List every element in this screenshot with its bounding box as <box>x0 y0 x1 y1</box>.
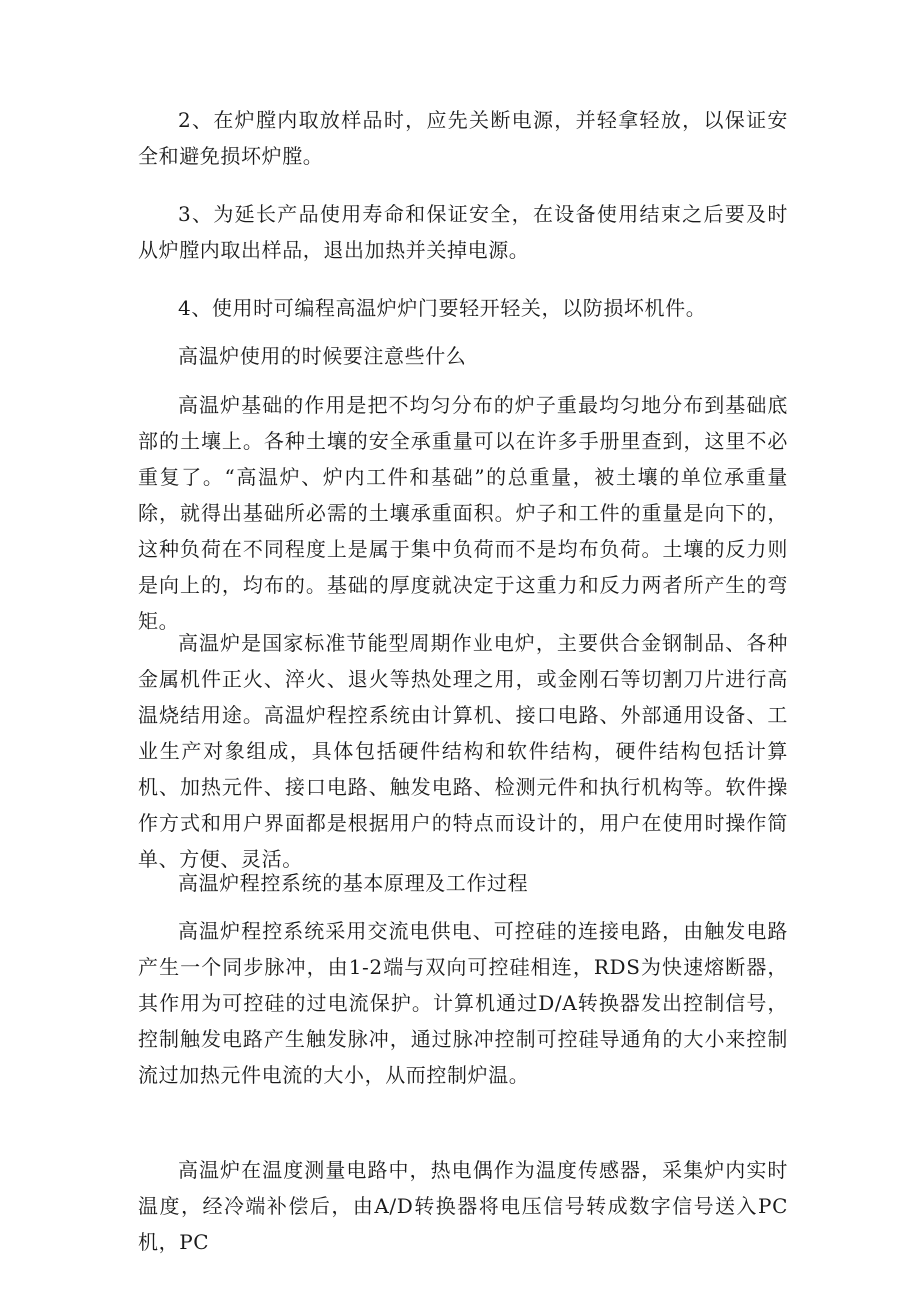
body-text <box>138 196 788 268</box>
paragraph-furnace-overview: 高温炉是国家标准节能型周期作业电炉，主要供合金钢制品、各种金属机件正火、淬火、退火等热处理之用，或金刚石等切割刀片进行高温烧结用途。高温炉程控系统由计算机、接口电路、外部通用设备、工业生产对象组成，具体包括硬件结构和软件结构，硬件结构包括计算机、加热元件、接口电路、触发电路、检测元件和执行机构等。软件操作方式和用户界面都是根据用户的特点而设计的，用户在使用时操作简单、方便、灵活。 <box>138 631 788 871</box>
body-text <box>138 625 788 877</box>
body-text <box>138 865 788 901</box>
paragraph-safety-4: 4、使用时可编程高温炉炉门要轻开轻关，以防损坏机件。 <box>178 296 707 320</box>
paragraph-safety-2: 2、在炉膛内取放样品时，应先关断电源，并轻拿轻放，以保证安全和避免损坏炉膛。 <box>138 108 788 168</box>
section-heading-control-principle: 高温炉程控系统的基本原理及工作过程 <box>178 871 529 895</box>
body-text <box>138 290 788 326</box>
body-text <box>138 387 788 639</box>
paragraph-safety-3: 3、为延长产品使用寿命和保证安全，在设备使用结束之后要及时从炉膛内取出样品，退出加热并关掉电源。 <box>138 202 788 262</box>
paragraph-temperature-measurement: 高温炉在温度测量电路中，热电偶作为温度传感器，采集炉内实时温度，经冷端补偿后，由A/D转换器将电压信号转成数字信号送入PC机，PC <box>138 1158 788 1254</box>
paragraph-control-circuit: 高温炉程控系统采用交流电供电、可控硅的连接电路，由触发电路产生一个同步脉冲，由1-2端与双向可控硅相连，RDS为快速熔断器，其作用为可控硅的过电流保护。计算机通过D/A转换器发出控制信号，控制触发电路产生触发脉冲，通过脉冲控制可控硅导通角的大小来控制流过加热元件电流的大小，从而控制炉温。 <box>138 919 788 1087</box>
section-heading-usage-notes: 高温炉使用的时候要注意些什么 <box>178 344 467 368</box>
body-text <box>138 338 788 374</box>
body-text <box>138 1152 788 1260</box>
paragraph-foundation: 高温炉基础的作用是把不均匀分布的炉子重最均匀地分布到基础底部的土壤上。各种土壤的安全承重量可以在许多手册里查到，这里不必重复了。“高温炉、炉内工件和基础”的总重量，被土壤的单位承重量除，就得出基础所必需的土壤承重面积。炉子和工件的重量是向下的，这种负荷在不同程度上是属于集中负荷而不是均布负荷。土壤的反力则是向上的，均布的。基础的厚度就决定于这重力和反力两者所产生的弯矩。 <box>138 393 788 633</box>
body-text <box>138 913 788 1093</box>
body-text <box>138 102 788 174</box>
